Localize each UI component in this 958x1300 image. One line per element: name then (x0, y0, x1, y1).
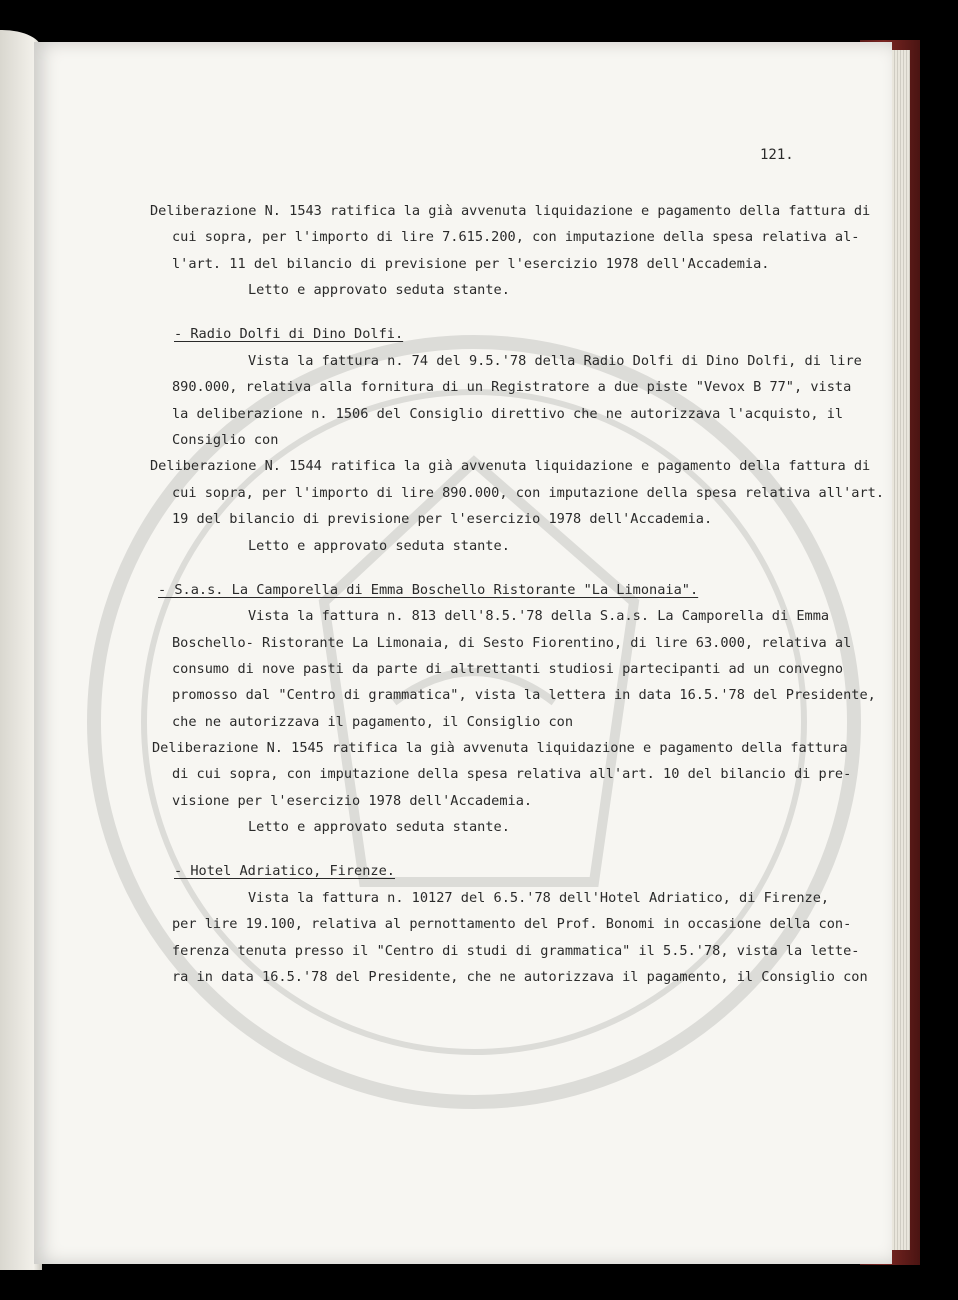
section-heading: - Hotel Adriatico, Firenze. (174, 863, 395, 879)
text-line: Vista la fattura n. 813 dell'8.5.'78 della S.a.s. La Camporella di Emma (248, 608, 830, 624)
text-line: Letto e approvato seduta stante. (248, 538, 510, 554)
text-line: visione per l'esercizio 1978 dell'Accademia. (172, 793, 533, 809)
text-line: Letto e approvato seduta stante. (248, 282, 510, 298)
text-line: ra in data 16.5.'78 del Presidente, che ne autorizzava il pagamento, il Consiglio con (172, 969, 868, 985)
document-page (34, 42, 892, 1264)
text-line: Vista la fattura n. 74 del 9.5.'78 della Radio Dolfi di Dino Dolfi, di lire (248, 353, 862, 369)
text-line: Deliberazione N. 1545 ratifica la già avvenuta liquidazione e pagamento della fattura (152, 740, 848, 756)
text-line: Letto e approvato seduta stante. (248, 819, 510, 835)
text-line: l'art. 11 del bilancio di previsione per l'esercizio 1978 dell'Accademia. (172, 256, 770, 272)
page-number: 121. (760, 147, 794, 163)
text-line: promosso dal "Centro di grammatica", vista la lettera in data 16.5.'78 del Presidente, (172, 687, 876, 703)
text-line: Deliberazione N. 1543 ratifica la già avvenuta liquidazione e pagamento della fattura di (150, 203, 871, 219)
section-heading: - Radio Dolfi di Dino Dolfi. (174, 326, 404, 342)
text-line: per lire 19.100, relativa al pernottamento del Prof. Bonomi in occasione della con- (172, 916, 852, 932)
text-line: Vista la fattura n. 10127 del 6.5.'78 dell'Hotel Adriatico, di Firenze, (248, 890, 830, 906)
text-line: Consiglio con (172, 432, 279, 448)
text-line: Boschello- Ristorante La Limonaia, di Sesto Fiorentino, di lire 63.000, relativa al (172, 635, 852, 651)
section-heading: - S.a.s. La Camporella di Emma Boschello Ristorante "La Limonaia". (158, 582, 699, 598)
text-line: di cui sopra, con imputazione della spesa relativa all'art. 10 del bilancio di pre- (172, 766, 852, 782)
text-line: Deliberazione N. 1544 ratifica la già avvenuta liquidazione e pagamento della fattura di (150, 458, 871, 474)
text-line: cui sopra, per l'importo di lire 7.615.200, con imputazione della spesa relativa al- (172, 229, 860, 245)
text-line: cui sopra, per l'importo di lire 890.000, con imputazione della spesa relativa all'art. (172, 485, 885, 501)
text-line: consumo di nove pasti da parte di altrettanti studiosi partecipanti ad un convegno (172, 661, 844, 677)
text-line: la deliberazione n. 1506 del Consiglio direttivo che ne autorizzava l'acquisto, il (172, 406, 844, 422)
text-line: ferenza tenuta presso il "Centro di studi di grammatica" il 5.5.'78, vista la lette- (172, 943, 860, 959)
text-line: che ne autorizzava il pagamento, il Consiglio con (172, 714, 574, 730)
text-line: 19 del bilancio di previsione per l'esercizio 1978 dell'Accademia. (172, 511, 713, 527)
text-line: 890.000, relativa alla fornitura di un Registratore a due piste "Vevox B 77", vista (172, 379, 852, 395)
